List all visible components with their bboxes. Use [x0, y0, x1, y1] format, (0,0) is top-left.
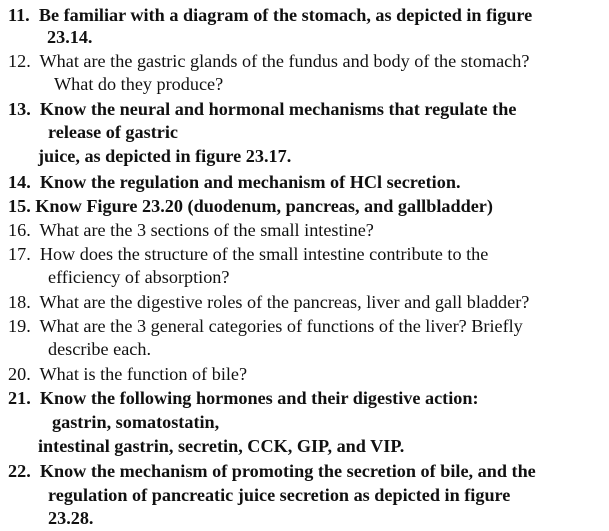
- question-number: 21.: [8, 388, 31, 408]
- question-text: Know the mechanism of promoting the secretion of bile, and the: [39, 461, 536, 481]
- question-text: What are the digestive roles of the pancreas, liver and gall bladder?: [39, 292, 530, 312]
- question-13: [8, 98, 516, 120]
- question-16: [8, 219, 374, 241]
- question-13-cont: release of gastric: [48, 122, 178, 142]
- question-number: 18.: [8, 292, 31, 312]
- question-text: Know the regulation and mechanism of HCl secretion.: [39, 172, 461, 192]
- question-12: [8, 50, 529, 72]
- question-text: Know the following hormones and their digestive action:: [39, 388, 479, 408]
- question-21-cont: gastrin, somatostatin,: [52, 412, 220, 432]
- question-text: What are the gastric glands of the fundus and body of the stomach?: [39, 51, 530, 71]
- question-text: What is the function of bile?: [39, 364, 248, 384]
- question-19: [8, 315, 523, 337]
- question-text: How does the structure of the small intestine contribute to the: [39, 244, 489, 264]
- question-14: [8, 171, 461, 193]
- question-number: 16.: [8, 220, 31, 240]
- question-22-cont: regulation of pancreatic juice secretion as depicted in figure: [48, 485, 511, 505]
- question-21: [8, 387, 479, 409]
- question-number: 15.: [8, 196, 31, 216]
- question-20: [8, 363, 247, 385]
- question-number: 17.: [8, 244, 31, 264]
- question-number: 13.: [8, 99, 31, 119]
- question-text: Know Figure 23.20 (duodenum, pancreas, and gallbladder): [35, 196, 493, 216]
- question-number: 12.: [8, 51, 31, 71]
- question-text: Know the neural and hormonal mechanisms that regulate the: [39, 99, 517, 119]
- question-number: 14.: [8, 172, 31, 192]
- question-text: What are the 3 sections of the small intestine?: [39, 220, 374, 240]
- question-text: Be familiar with a diagram of the stomach, as depicted in figure: [38, 5, 533, 25]
- question-13-cont: juice, as depicted in figure 23.17.: [38, 146, 292, 166]
- question-22: [8, 460, 536, 482]
- question-11: [8, 4, 532, 26]
- question-number: 20.: [8, 364, 31, 384]
- question-number: 11.: [8, 5, 30, 25]
- question-22-cont: 23.28.: [48, 508, 94, 528]
- question-17-cont: efficiency of absorption?: [48, 267, 230, 287]
- question-18: [8, 291, 529, 313]
- question-17: [8, 243, 488, 265]
- question-number: 19.: [8, 316, 31, 336]
- question-number: 22.: [8, 461, 31, 481]
- question-text: What are the 3 general categories of functions of the liver? Briefly: [39, 316, 523, 336]
- question-19-cont: describe each.: [48, 339, 151, 359]
- question-12-cont: What do they produce?: [54, 74, 224, 94]
- question-21-cont: intestinal gastrin, secretin, CCK, GIP, and VIP.: [38, 436, 405, 456]
- question-15: [8, 195, 493, 217]
- question-11-cont: 23.14.: [47, 27, 93, 47]
